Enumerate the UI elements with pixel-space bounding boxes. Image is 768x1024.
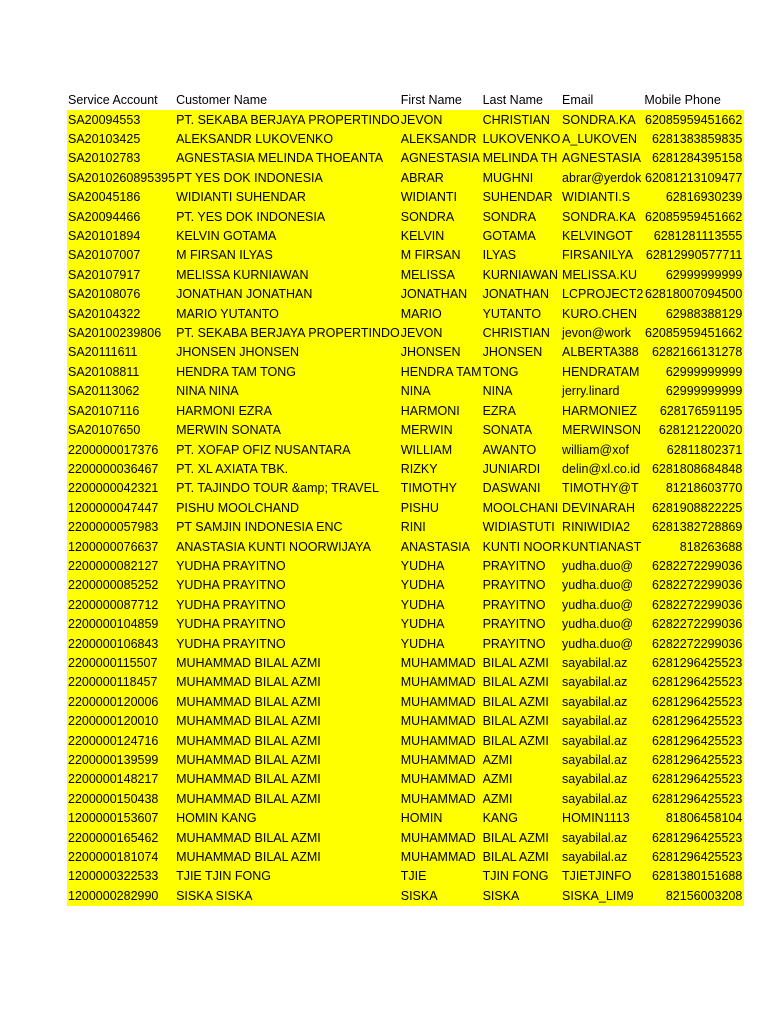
- table-row: [67, 499, 744, 518]
- mobile-phone-cell[interactable]: 62816930239: [643, 188, 744, 207]
- customer-name-cell[interactable]: WIDIANTI SUHENDAR: [175, 188, 400, 207]
- last-name-cell[interactable]: BILAL AZMI: [482, 848, 561, 867]
- mobile-phone-cell[interactable]: 6281296425523: [643, 731, 744, 750]
- service-account-cell[interactable]: 1200000282990: [67, 887, 175, 906]
- mobile-phone-cell[interactable]: 6282272299036: [643, 615, 744, 634]
- customer-name-cell[interactable]: YUDHA PRAYITNO: [175, 634, 400, 653]
- last-name-cell[interactable]: PRAYITNO: [482, 576, 561, 595]
- table-row: [67, 227, 744, 246]
- customer-name-cell[interactable]: HENDRA TAM TONG: [175, 363, 400, 382]
- mobile-phone-cell[interactable]: 6282272299036: [643, 576, 744, 595]
- table-row: [67, 712, 744, 731]
- last-name-cell[interactable]: GOTAMA: [482, 227, 561, 246]
- service-account-cell[interactable]: SA20101894: [67, 227, 175, 246]
- mobile-phone-cell[interactable]: 81218603770: [643, 479, 744, 498]
- mobile-phone-cell[interactable]: 62999999999: [643, 382, 744, 401]
- service-account-cell[interactable]: SA20102783: [67, 149, 175, 168]
- service-account-cell[interactable]: SA20108076: [67, 285, 175, 304]
- table-row: [67, 654, 744, 673]
- last-name-cell[interactable]: SONATA: [482, 421, 561, 440]
- table-row: [67, 518, 744, 537]
- service-account-cell[interactable]: SA20094466: [67, 207, 175, 226]
- mobile-phone-cell[interactable]: 62085959451662: [643, 324, 744, 343]
- email-cell[interactable]: sayabilal.az: [561, 770, 643, 789]
- mobile-phone-cell[interactable]: 6281281113555: [643, 227, 744, 246]
- service-account-cell[interactable]: 2200000181074: [67, 848, 175, 867]
- service-account-cell[interactable]: 2200000042321: [67, 479, 175, 498]
- last-name-cell[interactable]: AWANTO: [482, 440, 561, 459]
- email-cell[interactable]: KUNTIANAST: [561, 537, 643, 556]
- first-name-cell[interactable]: SISKA: [400, 887, 482, 906]
- first-name-cell[interactable]: YUDHA: [400, 557, 482, 576]
- service-account-cell[interactable]: SA20100239806: [67, 324, 175, 343]
- table-row: [67, 110, 744, 129]
- service-account-cell[interactable]: 2200000087712: [67, 596, 175, 615]
- table-row: [67, 576, 744, 595]
- table-row: [67, 790, 744, 809]
- email-cell[interactable]: FIRSANILYA: [561, 246, 643, 265]
- last-name-cell[interactable]: JONATHAN: [482, 285, 561, 304]
- service-account-cell[interactable]: 2200000104859: [67, 615, 175, 634]
- last-name-cell[interactable]: MOOLCHANI: [482, 499, 561, 518]
- mobile-phone-cell[interactable]: 818263688: [643, 537, 744, 556]
- last-name-cell[interactable]: NINA: [482, 382, 561, 401]
- service-account-cell[interactable]: SA20111611: [67, 343, 175, 362]
- table-row: [67, 693, 744, 712]
- email-cell[interactable]: TIMOTHY@T: [561, 479, 643, 498]
- mobile-phone-cell[interactable]: 62811802371: [643, 440, 744, 459]
- customer-name-cell[interactable]: MUHAMMAD BILAL AZMI: [175, 731, 400, 750]
- email-cell[interactable]: SONDRA.KA: [561, 207, 643, 226]
- customer-name-cell[interactable]: ANASTASIA KUNTI NOORWIJAYA: [175, 537, 400, 556]
- mobile-phone-cell[interactable]: 6282166131278: [643, 343, 744, 362]
- table-row: [67, 188, 744, 207]
- customer-name-cell[interactable]: MUHAMMAD BILAL AZMI: [175, 790, 400, 809]
- mobile-phone-cell[interactable]: 62988388129: [643, 304, 744, 323]
- table-row: [67, 266, 744, 285]
- table-row: [67, 402, 744, 421]
- last-name-cell[interactable]: CHRISTIAN: [482, 110, 561, 129]
- email-cell[interactable]: KURO.CHEN: [561, 304, 643, 323]
- last-name-cell[interactable]: PRAYITNO: [482, 634, 561, 653]
- mobile-phone-cell[interactable]: 628121220020: [643, 421, 744, 440]
- mobile-phone-cell[interactable]: 6281296425523: [643, 751, 744, 770]
- mobile-phone-cell[interactable]: 6281383859835: [643, 130, 744, 149]
- last-name-cell[interactable]: BILAL AZMI: [482, 828, 561, 847]
- table-row: [67, 363, 744, 382]
- service-account-cell[interactable]: SA20094553: [67, 110, 175, 129]
- customer-name-cell[interactable]: MUHAMMAD BILAL AZMI: [175, 751, 400, 770]
- first-name-cell[interactable]: MELISSA: [400, 266, 482, 285]
- service-account-cell[interactable]: SA20107917: [67, 266, 175, 285]
- email-cell[interactable]: william@xof: [561, 440, 643, 459]
- first-name-cell[interactable]: M FIRSAN: [400, 246, 482, 265]
- last-name-cell[interactable]: SISKA: [482, 887, 561, 906]
- last-name-cell[interactable]: KURNIAWAN: [482, 266, 561, 285]
- customer-name-cell[interactable]: PT. XL AXIATA TBK.: [175, 460, 400, 479]
- service-account-cell[interactable]: SA20113062: [67, 382, 175, 401]
- email-cell[interactable]: HENDRATAM: [561, 363, 643, 382]
- email-cell[interactable]: yudha.duo@: [561, 634, 643, 653]
- first-name-cell[interactable]: MUHAMMAD: [400, 693, 482, 712]
- table-row: [67, 537, 744, 556]
- last-name-cell[interactable]: CHRISTIAN: [482, 324, 561, 343]
- mobile-phone-cell[interactable]: 82156003208: [643, 887, 744, 906]
- first-name-cell[interactable]: ANASTASIA: [400, 537, 482, 556]
- email-cell[interactable]: SONDRA.KA: [561, 110, 643, 129]
- header-service-account[interactable]: Service Account: [67, 91, 175, 110]
- service-account-cell[interactable]: SA20104322: [67, 304, 175, 323]
- mobile-phone-cell[interactable]: 6281908822225: [643, 499, 744, 518]
- customer-name-cell[interactable]: PISHU MOOLCHAND: [175, 499, 400, 518]
- table-row: [67, 285, 744, 304]
- table-row: [67, 304, 744, 323]
- first-name-cell[interactable]: JHONSEN: [400, 343, 482, 362]
- customer-name-cell[interactable]: AGNESTASIA MELINDA THOEANTA: [175, 149, 400, 168]
- service-account-cell[interactable]: 2200000036467: [67, 460, 175, 479]
- customer-name-cell[interactable]: PT SAMJIN INDONESIA ENC: [175, 518, 400, 537]
- first-name-cell[interactable]: ALEKSANDR: [400, 130, 482, 149]
- first-name-cell[interactable]: MARIO: [400, 304, 482, 323]
- customer-name-cell[interactable]: PT. TAJINDO TOUR &amp; TRAVEL: [175, 479, 400, 498]
- table-row: [67, 828, 744, 847]
- table-row: [67, 673, 744, 692]
- table-row: [67, 130, 744, 149]
- email-cell[interactable]: jerry.linard: [561, 382, 643, 401]
- first-name-cell[interactable]: MUHAMMAD: [400, 828, 482, 847]
- last-name-cell[interactable]: LUKOVENKO: [482, 130, 561, 149]
- email-cell[interactable]: A_LUKOVEN: [561, 130, 643, 149]
- first-name-cell[interactable]: AGNESTASIA: [400, 149, 482, 168]
- first-name-cell[interactable]: HARMONI: [400, 402, 482, 421]
- last-name-cell[interactable]: BILAL AZMI: [482, 673, 561, 692]
- customer-name-cell[interactable]: PT. SEKABA BERJAYA PROPERTINDO: [175, 324, 400, 343]
- last-name-cell[interactable]: YUTANTO: [482, 304, 561, 323]
- first-name-cell[interactable]: TJIE: [400, 867, 482, 886]
- table-row: [67, 615, 744, 634]
- service-account-cell[interactable]: 2200000085252: [67, 576, 175, 595]
- first-name-cell[interactable]: YUDHA: [400, 576, 482, 595]
- first-name-cell[interactable]: RIZKY: [400, 460, 482, 479]
- customer-name-cell[interactable]: PT. XOFAP OFIZ NUSANTARA: [175, 440, 400, 459]
- last-name-cell[interactable]: MELINDA TH: [482, 149, 561, 168]
- last-name-cell[interactable]: AZMI: [482, 770, 561, 789]
- last-name-cell[interactable]: SONDRA: [482, 207, 561, 226]
- service-account-cell[interactable]: 1200000322533: [67, 867, 175, 886]
- table-row: [67, 382, 744, 401]
- first-name-cell[interactable]: MUHAMMAD: [400, 790, 482, 809]
- last-name-cell[interactable]: EZRA: [482, 402, 561, 421]
- customer-name-cell[interactable]: YUDHA PRAYITNO: [175, 615, 400, 634]
- customer-name-cell[interactable]: YUDHA PRAYITNO: [175, 557, 400, 576]
- service-account-cell[interactable]: 1200000047447: [67, 499, 175, 518]
- mobile-phone-cell[interactable]: 6282272299036: [643, 634, 744, 653]
- customer-name-cell[interactable]: PT. SEKABA BERJAYA PROPERTINDO: [175, 110, 400, 129]
- customer-name-cell[interactable]: MELISSA KURNIAWAN: [175, 266, 400, 285]
- first-name-cell[interactable]: MUHAMMAD: [400, 770, 482, 789]
- mobile-phone-cell[interactable]: 6281296425523: [643, 673, 744, 692]
- mobile-phone-cell[interactable]: 6281296425523: [643, 712, 744, 731]
- customer-name-cell[interactable]: JHONSEN JHONSEN: [175, 343, 400, 362]
- email-cell[interactable]: SISKA_LIM9: [561, 887, 643, 906]
- service-account-cell[interactable]: SA20108811: [67, 363, 175, 382]
- mobile-phone-cell[interactable]: 6281296425523: [643, 790, 744, 809]
- table-row: [67, 751, 744, 770]
- mobile-phone-cell[interactable]: 62085959451662: [643, 207, 744, 226]
- service-account-cell[interactable]: SA20107007: [67, 246, 175, 265]
- table-row: [67, 596, 744, 615]
- last-name-cell[interactable]: DASWANI: [482, 479, 561, 498]
- customer-name-cell[interactable]: M FIRSAN ILYAS: [175, 246, 400, 265]
- mobile-phone-cell[interactable]: 6282272299036: [643, 596, 744, 615]
- first-name-cell[interactable]: MUHAMMAD: [400, 654, 482, 673]
- customer-name-cell[interactable]: MUHAMMAD BILAL AZMI: [175, 712, 400, 731]
- email-cell[interactable]: MELISSA.KU: [561, 266, 643, 285]
- service-account-cell[interactable]: 2200000106843: [67, 634, 175, 653]
- customer-name-cell[interactable]: PT YES DOK INDONESIA: [175, 169, 400, 188]
- table-row: [67, 207, 744, 226]
- service-account-cell[interactable]: 2200000017376: [67, 440, 175, 459]
- last-name-cell[interactable]: PRAYITNO: [482, 615, 561, 634]
- mobile-phone-cell[interactable]: 62812990577711: [643, 246, 744, 265]
- service-account-cell[interactable]: 2200000148217: [67, 770, 175, 789]
- last-name-cell[interactable]: JUNIARDI: [482, 460, 561, 479]
- service-account-cell[interactable]: 2200000118457: [67, 673, 175, 692]
- email-cell[interactable]: sayabilal.az: [561, 848, 643, 867]
- email-cell[interactable]: sayabilal.az: [561, 751, 643, 770]
- customer-name-cell[interactable]: MUHAMMAD BILAL AZMI: [175, 770, 400, 789]
- email-cell[interactable]: jevon@work: [561, 324, 643, 343]
- first-name-cell[interactable]: MERWIN: [400, 421, 482, 440]
- email-cell[interactable]: TJIETJINFO: [561, 867, 643, 886]
- email-cell[interactable]: sayabilal.az: [561, 693, 643, 712]
- last-name-cell[interactable]: KUNTI NOOR: [482, 537, 561, 556]
- table-body: [67, 110, 744, 906]
- first-name-cell[interactable]: YUDHA: [400, 596, 482, 615]
- email-cell[interactable]: sayabilal.az: [561, 673, 643, 692]
- first-name-cell[interactable]: KELVIN: [400, 227, 482, 246]
- header-last-name[interactable]: Last Name: [482, 91, 561, 110]
- mobile-phone-cell[interactable]: 81806458104: [643, 809, 744, 828]
- email-cell[interactable]: delin@xl.co.id: [561, 460, 643, 479]
- table-row: [67, 479, 744, 498]
- customer-name-cell[interactable]: TJIE TJIN FONG: [175, 867, 400, 886]
- email-cell[interactable]: sayabilal.az: [561, 712, 643, 731]
- table-row: [67, 848, 744, 867]
- customer-name-cell[interactable]: MUHAMMAD BILAL AZMI: [175, 693, 400, 712]
- email-cell[interactable]: sayabilal.az: [561, 790, 643, 809]
- last-name-cell[interactable]: KANG: [482, 809, 561, 828]
- first-name-cell[interactable]: JEVON: [400, 324, 482, 343]
- customer-name-cell[interactable]: MUHAMMAD BILAL AZMI: [175, 673, 400, 692]
- service-account-cell[interactable]: 1200000076637: [67, 537, 175, 556]
- email-cell[interactable]: MERWINSON: [561, 421, 643, 440]
- last-name-cell[interactable]: TJIN FONG: [482, 867, 561, 886]
- first-name-cell[interactable]: MUHAMMAD: [400, 731, 482, 750]
- email-cell[interactable]: yudha.duo@: [561, 596, 643, 615]
- table-row: [67, 867, 744, 886]
- service-account-cell[interactable]: 2200000139599: [67, 751, 175, 770]
- service-account-cell[interactable]: 2200000165462: [67, 828, 175, 847]
- service-account-cell[interactable]: SA2010260895395: [67, 169, 175, 188]
- service-account-cell[interactable]: 2200000082127: [67, 557, 175, 576]
- email-cell[interactable]: RINIWIDIA2: [561, 518, 643, 537]
- table-row: [67, 169, 744, 188]
- last-name-cell[interactable]: BILAL AZMI: [482, 693, 561, 712]
- customer-name-cell[interactable]: SISKA SISKA: [175, 887, 400, 906]
- email-cell[interactable]: WIDIANTI.S: [561, 188, 643, 207]
- mobile-phone-cell[interactable]: 6281380151688: [643, 867, 744, 886]
- service-account-cell[interactable]: 2200000150438: [67, 790, 175, 809]
- mobile-phone-cell[interactable]: 62085959451662: [643, 110, 744, 129]
- email-cell[interactable]: sayabilal.az: [561, 828, 643, 847]
- mobile-phone-cell[interactable]: 6281382728869: [643, 518, 744, 537]
- service-account-cell[interactable]: SA20045186: [67, 188, 175, 207]
- first-name-cell[interactable]: SONDRA: [400, 207, 482, 226]
- first-name-cell[interactable]: WILLIAM: [400, 440, 482, 459]
- mobile-phone-cell[interactable]: 6281296425523: [643, 693, 744, 712]
- header-first-name[interactable]: First Name: [400, 91, 482, 110]
- first-name-cell[interactable]: PISHU: [400, 499, 482, 518]
- table-row: [67, 887, 744, 906]
- customer-name-cell[interactable]: YUDHA PRAYITNO: [175, 596, 400, 615]
- mobile-phone-cell[interactable]: 62081213109477: [643, 169, 744, 188]
- first-name-cell[interactable]: MUHAMMAD: [400, 712, 482, 731]
- last-name-cell[interactable]: JHONSEN: [482, 343, 561, 362]
- service-account-cell[interactable]: 2200000120010: [67, 712, 175, 731]
- table-row: [67, 324, 744, 343]
- header-row: [67, 91, 744, 110]
- first-name-cell[interactable]: JONATHAN: [400, 285, 482, 304]
- mobile-phone-cell[interactable]: 6281808684848: [643, 460, 744, 479]
- mobile-phone-cell[interactable]: 6281296425523: [643, 828, 744, 847]
- service-account-cell[interactable]: SA20107116: [67, 402, 175, 421]
- mobile-phone-cell[interactable]: 62818007094500: [643, 285, 744, 304]
- table-row: [67, 149, 744, 168]
- customer-name-cell[interactable]: NINA NINA: [175, 382, 400, 401]
- last-name-cell[interactable]: ILYAS: [482, 246, 561, 265]
- last-name-cell[interactable]: PRAYITNO: [482, 596, 561, 615]
- customer-name-cell[interactable]: MARIO YUTANTO: [175, 304, 400, 323]
- table-row: [67, 731, 744, 750]
- mobile-phone-cell[interactable]: 6281296425523: [643, 654, 744, 673]
- service-account-cell[interactable]: 1200000153607: [67, 809, 175, 828]
- email-cell[interactable]: LCPROJECT2: [561, 285, 643, 304]
- table-row: [67, 634, 744, 653]
- customer-name-cell[interactable]: PT. YES DOK INDONESIA: [175, 207, 400, 226]
- first-name-cell[interactable]: NINA: [400, 382, 482, 401]
- customer-name-cell[interactable]: KELVIN GOTAMA: [175, 227, 400, 246]
- last-name-cell[interactable]: BILAL AZMI: [482, 712, 561, 731]
- first-name-cell[interactable]: MUHAMMAD: [400, 673, 482, 692]
- last-name-cell[interactable]: MUGHNI: [482, 169, 561, 188]
- table-row: [67, 809, 744, 828]
- header-email[interactable]: Email: [561, 91, 643, 110]
- table-row: [67, 343, 744, 362]
- customer-table: [67, 91, 744, 906]
- mobile-phone-cell[interactable]: 6281284395158: [643, 149, 744, 168]
- first-name-cell[interactable]: YUDHA: [400, 615, 482, 634]
- last-name-cell[interactable]: BILAL AZMI: [482, 731, 561, 750]
- service-account-cell[interactable]: 2200000120006: [67, 693, 175, 712]
- mobile-phone-cell[interactable]: 62999999999: [643, 363, 744, 382]
- service-account-cell[interactable]: 2200000115507: [67, 654, 175, 673]
- customer-name-cell[interactable]: ALEKSANDR LUKOVENKO: [175, 130, 400, 149]
- customer-name-cell[interactable]: MUHAMMAD BILAL AZMI: [175, 828, 400, 847]
- last-name-cell[interactable]: TONG: [482, 363, 561, 382]
- customer-name-cell[interactable]: HARMONI EZRA: [175, 402, 400, 421]
- email-cell[interactable]: KELVINGOT: [561, 227, 643, 246]
- first-name-cell[interactable]: WIDIANTI: [400, 188, 482, 207]
- table-row: [67, 421, 744, 440]
- customer-name-cell[interactable]: HOMIN KANG: [175, 809, 400, 828]
- service-account-cell[interactable]: SA20103425: [67, 130, 175, 149]
- mobile-phone-cell[interactable]: 6281296425523: [643, 848, 744, 867]
- email-cell[interactable]: AGNESTASIA: [561, 149, 643, 168]
- last-name-cell[interactable]: AZMI: [482, 751, 561, 770]
- customer-name-cell[interactable]: MUHAMMAD BILAL AZMI: [175, 654, 400, 673]
- email-cell[interactable]: yudha.duo@: [561, 557, 643, 576]
- table-row: [67, 460, 744, 479]
- first-name-cell[interactable]: HOMIN: [400, 809, 482, 828]
- first-name-cell[interactable]: JEVON: [400, 110, 482, 129]
- table-row: [67, 440, 744, 459]
- email-cell[interactable]: abrar@yerdok: [561, 169, 643, 188]
- email-cell[interactable]: HARMONIEZ: [561, 402, 643, 421]
- first-name-cell[interactable]: RINI: [400, 518, 482, 537]
- customer-name-cell[interactable]: MERWIN SONATA: [175, 421, 400, 440]
- first-name-cell[interactable]: HENDRA TAM: [400, 363, 482, 382]
- mobile-phone-cell[interactable]: 6281296425523: [643, 770, 744, 789]
- last-name-cell[interactable]: SUHENDAR: [482, 188, 561, 207]
- first-name-cell[interactable]: ABRAR: [400, 169, 482, 188]
- service-account-cell[interactable]: 2200000057983: [67, 518, 175, 537]
- email-cell[interactable]: yudha.duo@: [561, 576, 643, 595]
- header-customer-name[interactable]: Customer Name: [175, 91, 400, 110]
- email-cell[interactable]: yudha.duo@: [561, 615, 643, 634]
- email-cell[interactable]: ALBERTA388: [561, 343, 643, 362]
- mobile-phone-cell[interactable]: 6282272299036: [643, 557, 744, 576]
- service-account-cell[interactable]: 2200000124716: [67, 731, 175, 750]
- email-cell[interactable]: DEVINARAH: [561, 499, 643, 518]
- email-cell[interactable]: HOMIN1113: [561, 809, 643, 828]
- last-name-cell[interactable]: WIDIASTUTI: [482, 518, 561, 537]
- email-cell[interactable]: sayabilal.az: [561, 731, 643, 750]
- first-name-cell[interactable]: MUHAMMAD: [400, 751, 482, 770]
- first-name-cell[interactable]: YUDHA: [400, 634, 482, 653]
- header-mobile-phone[interactable]: Mobile Phone: [643, 91, 744, 110]
- customer-name-cell[interactable]: YUDHA PRAYITNO: [175, 576, 400, 595]
- table-row: [67, 557, 744, 576]
- first-name-cell[interactable]: TIMOTHY: [400, 479, 482, 498]
- email-cell[interactable]: sayabilal.az: [561, 654, 643, 673]
- last-name-cell[interactable]: AZMI: [482, 790, 561, 809]
- mobile-phone-cell[interactable]: 628176591195: [643, 402, 744, 421]
- customer-name-cell[interactable]: MUHAMMAD BILAL AZMI: [175, 848, 400, 867]
- customer-name-cell[interactable]: JONATHAN JONATHAN: [175, 285, 400, 304]
- last-name-cell[interactable]: BILAL AZMI: [482, 654, 561, 673]
- last-name-cell[interactable]: PRAYITNO: [482, 557, 561, 576]
- mobile-phone-cell[interactable]: 62999999999: [643, 266, 744, 285]
- table-row: [67, 770, 744, 789]
- first-name-cell[interactable]: MUHAMMAD: [400, 848, 482, 867]
- table-row: [67, 246, 744, 265]
- service-account-cell[interactable]: SA20107650: [67, 421, 175, 440]
